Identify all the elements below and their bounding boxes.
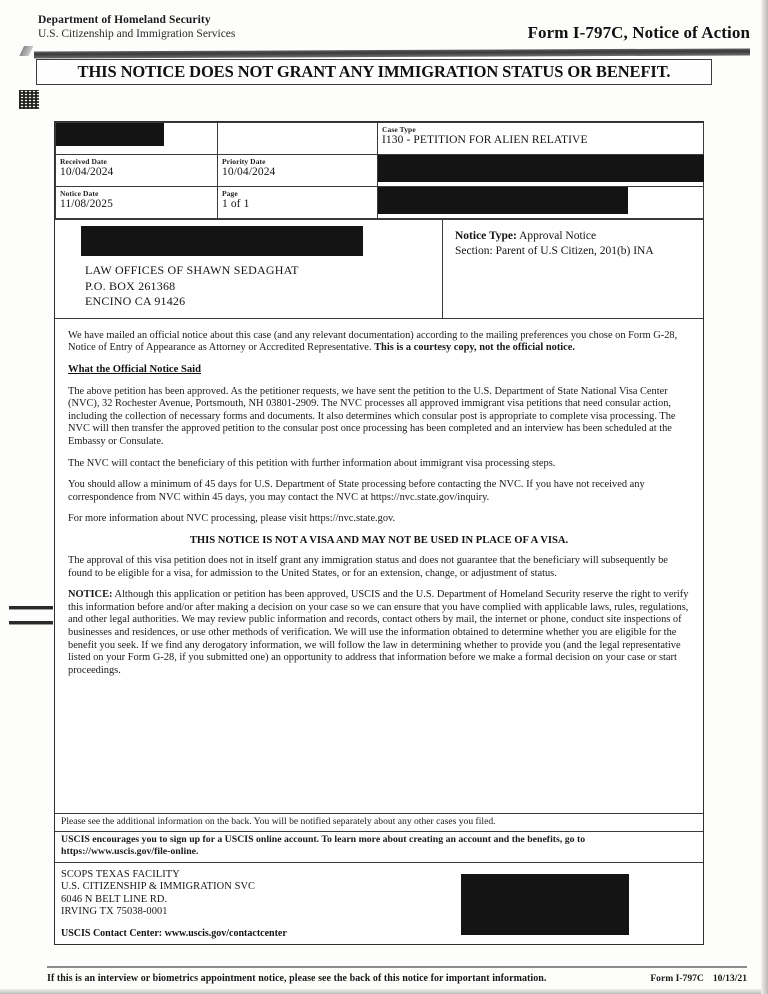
addressee-line-1: LAW OFFICES OF SHAWN SEDAGHAT (85, 263, 299, 277)
intro-text-b: This is a courtesy copy, not the official notice. (374, 342, 575, 354)
received-date-label: Received Date (60, 157, 107, 166)
datamatrix-barcode-icon (19, 90, 39, 109)
visa-disclaimer-heading: THIS NOTICE IS NOT A VISA AND MAY NOT BE USED IN PLACE OF A VISA. (189, 535, 569, 547)
paragraph-3: You should allow a minimum of 45 days for U.S. Department of State processing before contacting the NVC. If you have not received any correspondence from NVC within 45 days, you may contact the NVC at https://nvc.state.gov/inquiry. (68, 479, 645, 503)
addressee-line-2: P.O. BOX 261368 (85, 278, 176, 293)
page-footer-revision-date: 10/13/21 (712, 973, 747, 984)
paragraph-intro (68, 330, 690, 355)
status-banner-text: THIS NOTICE DOES NOT GRANT ANY IMMIGRATION STATUS OR BENEFIT. (77, 62, 671, 81)
page-label: Page (222, 189, 238, 198)
page-footer-note: If this is an interview or biometrics appointment notice, please see the back of this notice for important information. (47, 973, 547, 984)
notice-date-label: Notice Date (60, 189, 99, 198)
paragraph-4: For more information about NVC processing, please visit https://nvc.state.gov. (68, 513, 396, 525)
addressee-block (55, 220, 443, 318)
agency-name-line1: Department of Homeland Security (38, 14, 211, 26)
office-line-3: 6046 N BELT LINE RD. (61, 893, 168, 905)
office-line-4: IRVING TX 75038-0001 (61, 906, 168, 918)
case-type-cell (378, 123, 704, 155)
receipt-number-redaction (56, 123, 164, 146)
document-header (38, 13, 750, 41)
notice-type-line (455, 229, 703, 244)
notice-body-text (55, 318, 703, 813)
notice-date-cell (56, 187, 218, 219)
issuing-office-row (55, 862, 703, 944)
received-date-value: 10/04/2024 (60, 166, 114, 178)
notice-keyword-label: NOTICE: (68, 589, 113, 601)
petitioner-redaction (378, 187, 628, 214)
back-of-notice-row: Please see the additional information on the back. You will be notified separately about any other cases you filed. (55, 813, 703, 831)
page-footer-form-id: Form I-797C (650, 973, 704, 984)
paragraph-1: The above petition has been approved. As the petitioner requests, we have sent the petition to the U.S. Department of State National Visa Center (NVC), 32 Rochester Avenue, Portsmouth, NH 03801-2909. The NVC processes all approved immigrant visa petitions that need consular action, including the collection of necessary forms and documents. It also determines which consular post is appropriate to complete visa processing. The NVC will then transfer the approved petition to the consular post once processing has been completed and an interview has been scheduled at the Embassy or Consulate. (68, 385, 676, 448)
page-cell (218, 187, 378, 219)
page-footer (47, 973, 747, 984)
address-notice-row (55, 219, 703, 318)
table-row-received-priority (56, 155, 704, 187)
receipt-number-cell (56, 123, 218, 155)
table-row-receipt (56, 123, 704, 155)
header-rule (34, 48, 750, 58)
notice-date-value: 11/08/2025 (60, 198, 113, 210)
agency-name-line2: U.S. Citizenship and Immigration Services (38, 28, 236, 40)
margin-registration-mark-2 (9, 621, 53, 624)
case-type-value: I130 - PETITION FOR ALIEN RELATIVE (382, 134, 588, 146)
margin-registration-mark-1 (9, 606, 53, 609)
office-line-2: U.S. CITIZENSHIP & IMMIGRATION SVC (61, 881, 256, 893)
priority-date-cell (218, 155, 378, 187)
table-row-notice-page (56, 187, 704, 219)
received-date-cell (56, 155, 218, 187)
addressee-line-3: ENCINO CA 91426 (85, 294, 186, 308)
notice-type-label: Notice Type: (455, 230, 517, 242)
section-heading-official-notice: What the Official Notice Said (68, 363, 201, 375)
status-banner (36, 59, 712, 85)
notice-paragraph-text: Although this application or petition has been approved, USCIS and the U.S. Department of Homeland Security reserve the right to verify this information before and/or after making a decision on your case so we can ensure that you have complied with applicable laws, rules, regulations, and other legal authorities. We may review public information and records, contact others by mail, the internet or phone, conduct site inspections of businesses and residences, or use other methods of verification. We will use the information obtained to determine whether you are eligible for the benefit you seek. If we find any derogatory information, we will follow the law in determining whether to provide you (and the legal representative listed on your Form G-28, if you submitted one) an opportunity to address that information before we make a formal decision on your case or start proceedings. (68, 589, 689, 676)
case-info-table (55, 122, 704, 219)
notice-section-line: Section: Parent of U.S Citizen, 201(b) INA (455, 245, 654, 257)
page-value: 1 of 1 (222, 198, 250, 210)
paragraph-5: The approval of this visa petition does not in itself grant any immigration status and does not guarantee that the beneficiary will subsequently be found to be eligible for a visa, for admission to the United States, or for an extension, change, or adjustment of status. (68, 555, 668, 579)
paragraph-notice (68, 589, 690, 677)
priority-date-label: Priority Date (222, 157, 266, 166)
office-line-1: SCOPS TEXAS FACILITY (61, 868, 180, 880)
page-footer-form-info (650, 973, 747, 984)
petitioner-cell-redacted (378, 187, 704, 219)
form-title: Form I-797C, Notice of Action (527, 23, 750, 42)
notice-type-block (443, 220, 703, 318)
notice-body-frame (54, 121, 704, 945)
notice-type-value: Approval Notice (519, 230, 597, 242)
footer-divider (47, 966, 747, 968)
case-type-label: Case Type (382, 125, 416, 134)
office-barcode-redaction (461, 874, 629, 935)
beneficiary-redaction (378, 155, 704, 182)
addressee-lines (85, 263, 442, 310)
addressee-name-redaction (81, 226, 363, 256)
receipt-spacer-cell (218, 123, 378, 155)
intro-text-a: We have mailed an official notice about this case (and any relevant documentation) according to the mailing preferences you chose on Form G-28, Notice of Entry of Appearance as Attorney or Accredited Representative. (68, 329, 678, 354)
paragraph-2: The NVC will contact the beneficiary of this petition with further information about immigrant visa processing steps. (68, 457, 556, 469)
scan-edge-bottom (0, 989, 768, 994)
priority-date-value: 10/04/2024 (222, 166, 276, 178)
online-account-row: USCIS encourages you to sign up for a USCIS online account. To learn more about creating an account and the benefits, go to https://www.uscis.gov/file-online. (55, 831, 703, 862)
beneficiary-cell-redacted (378, 155, 704, 187)
uscis-contact-center[interactable]: USCIS Contact Center: www.uscis.gov/contactcenter (61, 927, 287, 939)
